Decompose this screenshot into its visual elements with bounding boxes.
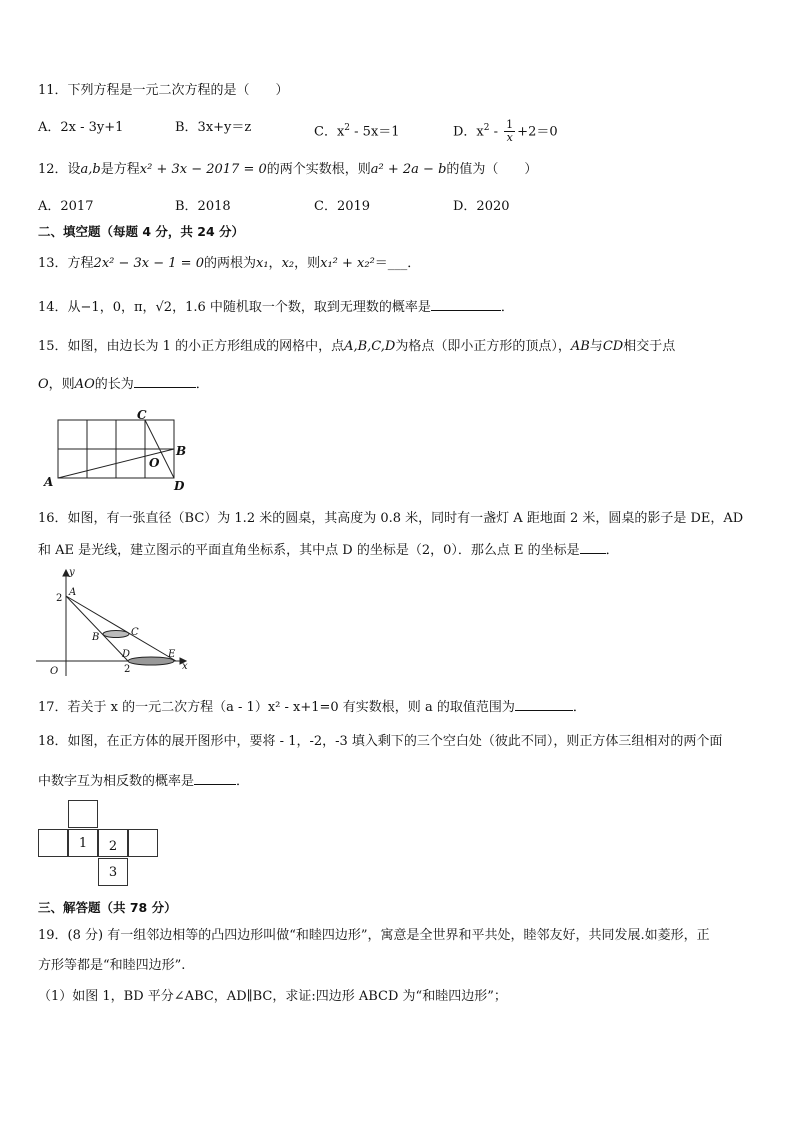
label-y: y: [69, 567, 75, 578]
q18-stem-line1: 18．如图，在正方体的展开图形中，要将 - 1，-2，-3 填入剩下的三个空白处（彼此不同），则正方体三组相对的两个面: [38, 734, 723, 749]
q16-stem-line1: 16．如图，有一张直径（BC）为 1.2 米的圆桌，其高度为 0.8 米，同时有一盏灯 A 距地面 2 米，圆桌的影子是 DE，AD: [38, 511, 744, 526]
label-2-x: 2: [124, 664, 131, 675]
fraction: $\frac{1}{x}$: [506, 118, 514, 145]
q16-stem-line2: 和 AE 是光线，建立图示的平面直角坐标系，其中点 D 的坐标是（2，0）．那么点 E 的坐标是 ．: [38, 540, 619, 560]
q12-option-a: A．2017: [38, 199, 94, 214]
q15-stem-line1: 15．如图，由边长为 1 的小正方形组成的网格中，点A,B,C,D为格点（即小正方形的顶点），AB与CD相交于点: [38, 339, 676, 354]
q11-option-b: B．3x+y＝z: [175, 120, 252, 135]
label-c: C: [137, 408, 147, 422]
q15-grid-figure: [38, 406, 198, 492]
label-d: D: [122, 649, 131, 660]
q11-stem: 11．下列方程是一元二次方程的是（ ）: [38, 83, 289, 98]
cube-face-left: [38, 829, 68, 857]
q17-stem: 17．若关于 x 的一元二次方程（a - 1）x² - x+1=0 有实数根，则 a 的取值范围为 ．: [38, 697, 586, 717]
q12-option-c: C．2019: [314, 199, 371, 214]
q11-option-a: A．2x - 3y+1: [38, 120, 124, 135]
q15-stem-line2: O，则AO的长为 ．: [38, 374, 209, 394]
label-c: C: [131, 627, 139, 638]
q12-option-b: B．2018: [175, 199, 231, 214]
section-2-heading: 二、填空题（每题 4 分，共 24 分）: [38, 224, 245, 239]
cube-face-right: [128, 829, 158, 857]
q19-subquestion-1: （1）如图 1，BD 平分∠ABC，AD∥BC，求证:四边形 ABCD 为“和睦四边形”；: [38, 989, 507, 1004]
q11-option-d: D．$x^2$ - $\frac{1}{x}$ +2＝0: [453, 118, 558, 145]
q18-cube-net: [38, 800, 160, 888]
label-b: B: [176, 444, 187, 458]
cube-face-3: 3: [98, 858, 128, 886]
label-a: A: [69, 587, 77, 598]
q16-lamp-figure: [36, 566, 196, 681]
q18-stem-line2: 中数字互为相反数的概率是 ．: [38, 771, 249, 791]
label-o: O: [50, 666, 59, 677]
cube-face-1: 1: [68, 829, 98, 857]
q19-stem-line1: 19．(8 分) 有一组邻边相等的凸四边形叫做“和睦四边形”，寓意是全世界和平共处，睦邻友好，共同发展.如菱形，正: [38, 928, 710, 943]
table-top: [103, 631, 129, 638]
label-x: x: [182, 661, 188, 672]
ray-ad: [66, 596, 131, 661]
q12-option-d: D．2020: [453, 199, 510, 214]
q19-stem-line2: 方形等都是“和睦四边形”.: [38, 958, 186, 973]
q14-stem: 14．从−1，0，π，√2，1.6 中随机取一个数，取到无理数的概率是 ．: [38, 297, 514, 317]
section-3-heading: 三、解答题（共 78 分）: [38, 900, 177, 915]
label-b: B: [92, 632, 100, 643]
label-a: A: [44, 475, 54, 489]
ray-ae: [66, 596, 176, 661]
cube-face-top: [68, 800, 98, 828]
label-2-y: 2: [56, 593, 63, 604]
cube-face-2: 2: [98, 829, 128, 857]
q13-stem: 13．方程2x² − 3x − 1 = 0的两根为x₁，x₂，则x₁² + x₂²＝___．: [38, 256, 421, 271]
label-d: D: [174, 479, 185, 492]
q11-option-c: C．$x^2 - 5x=1$: [314, 123, 400, 140]
label-e: E: [168, 649, 176, 660]
label-o: O: [149, 456, 160, 470]
q12-stem: 12．设a,b是方程x² + 3x − 2017 = 0的两个实数根，则a² + 2a − b的值为（ ）: [38, 162, 538, 177]
